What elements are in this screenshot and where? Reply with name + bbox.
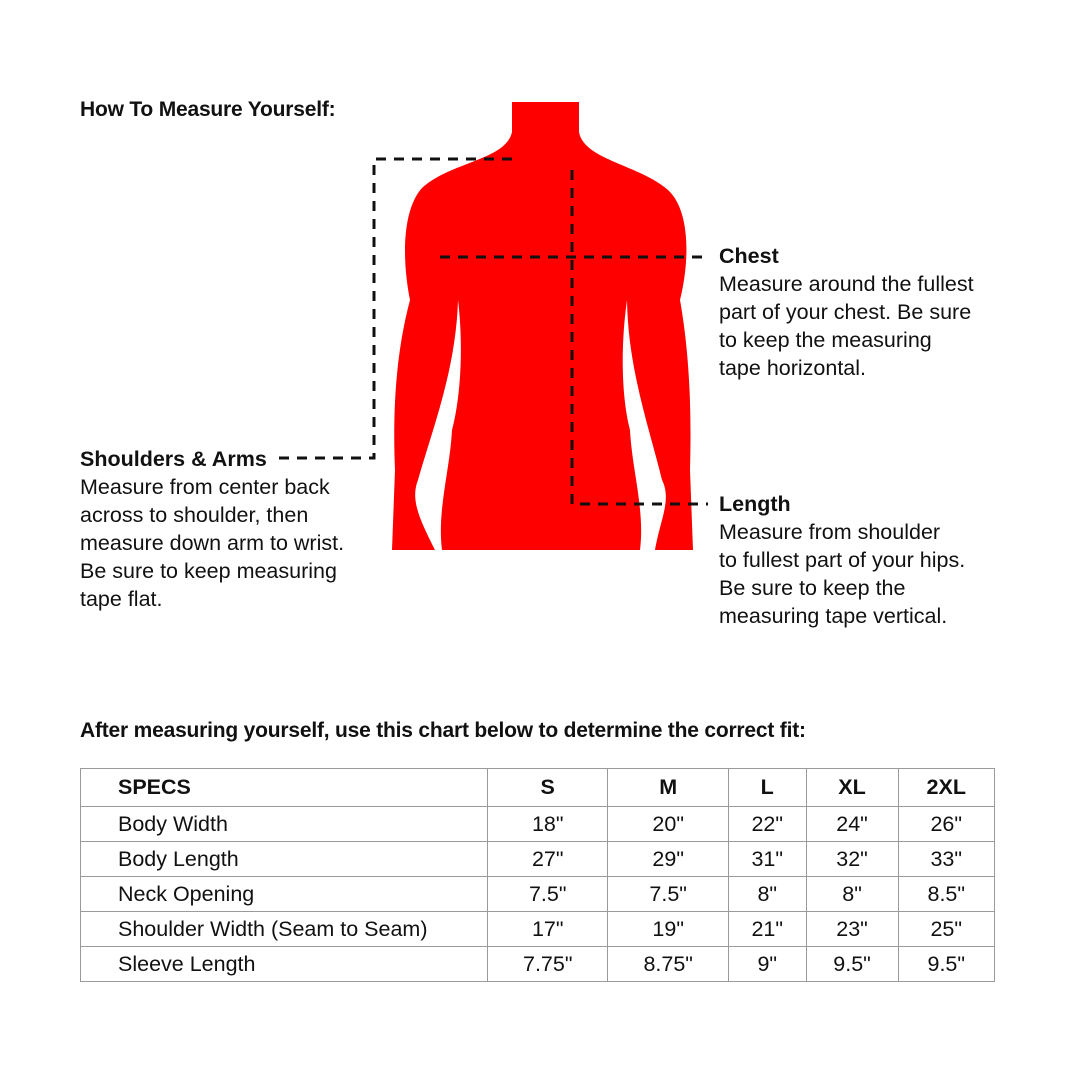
value-cell: 7.5": [488, 877, 608, 912]
value-cell: 8": [728, 877, 806, 912]
length-line: measuring tape vertical.: [719, 604, 948, 628]
value-cell: 8.5": [898, 877, 995, 912]
value-cell: 17": [488, 912, 608, 947]
value-cell: 9.5": [806, 947, 898, 982]
spec-name-cell: Body Length: [81, 842, 488, 877]
value-cell: 29": [608, 842, 728, 877]
table-row: [81, 807, 995, 842]
value-cell: 8.75": [608, 947, 728, 982]
value-cell: 24": [806, 807, 898, 842]
length-heading: Length: [719, 492, 791, 516]
shoulders-arms-line: Be sure to keep measuring: [80, 559, 337, 583]
shoulders-arms-line: across to shoulder, then: [80, 503, 309, 527]
value-cell: 7.75": [488, 947, 608, 982]
length-line: Be sure to keep the: [719, 576, 906, 600]
chart-intro-text: After measuring yourself, use this chart below to determine the correct fit:: [80, 719, 806, 742]
value-cell: 23": [806, 912, 898, 947]
value-cell: 26": [898, 807, 995, 842]
header-cell-size: 2XL: [898, 769, 995, 807]
chest-line: Measure around the fullest: [719, 272, 974, 296]
length-label: [719, 490, 965, 630]
shoulders-arms-line: Measure from center back: [80, 475, 330, 499]
chest-line: part of your chest. Be sure: [719, 300, 972, 324]
shoulders-arms-label: [80, 445, 344, 613]
value-cell: 9.5": [898, 947, 995, 982]
shoulders-arms-line: tape flat.: [80, 587, 163, 611]
spec-name-cell: Body Width: [81, 807, 488, 842]
value-cell: 25": [898, 912, 995, 947]
shoulders-arms-heading: Shoulders & Arms: [80, 447, 267, 471]
value-cell: 33": [898, 842, 995, 877]
value-cell: 31": [728, 842, 806, 877]
value-cell: 27": [488, 842, 608, 877]
value-cell: 21": [728, 912, 806, 947]
page-title: How To Measure Yourself:: [80, 98, 336, 121]
shoulders-arms-line: measure down arm to wrist.: [80, 531, 345, 555]
size-chart-table: [80, 768, 995, 982]
header-cell-size: S: [488, 769, 608, 807]
value-cell: 9": [728, 947, 806, 982]
value-cell: 22": [728, 807, 806, 842]
value-cell: 18": [488, 807, 608, 842]
table-row: [81, 877, 995, 912]
value-cell: 20": [608, 807, 728, 842]
chest-label: [719, 242, 974, 382]
chest-heading: Chest: [719, 244, 779, 268]
value-cell: 7.5": [608, 877, 728, 912]
value-cell: 8": [806, 877, 898, 912]
header-cell-specs: SPECS: [81, 769, 488, 807]
spec-name-cell: Sleeve Length: [81, 947, 488, 982]
table-header-row: [81, 769, 995, 807]
length-line: Measure from shoulder: [719, 520, 941, 544]
table-row: [81, 842, 995, 877]
length-line: to fullest part of your hips.: [719, 548, 966, 572]
chest-line: tape horizontal.: [719, 356, 867, 380]
torso-silhouette: [392, 102, 693, 550]
header-cell-size: L: [728, 769, 806, 807]
spec-name-cell: Shoulder Width (Seam to Seam): [81, 912, 488, 947]
chest-line: to keep the measuring: [719, 328, 932, 352]
spec-name-cell: Neck Opening: [81, 877, 488, 912]
value-cell: 32": [806, 842, 898, 877]
header-cell-size: XL: [806, 769, 898, 807]
table-row: [81, 912, 995, 947]
header-cell-size: M: [608, 769, 728, 807]
table-row: [81, 947, 995, 982]
value-cell: 19": [608, 912, 728, 947]
